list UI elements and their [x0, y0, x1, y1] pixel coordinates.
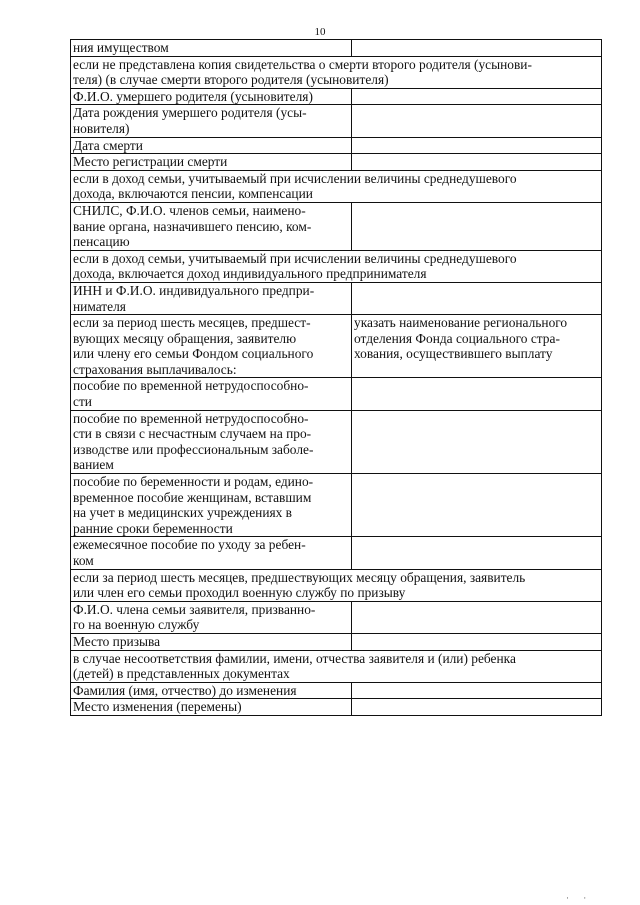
table-row [71, 410, 602, 473]
section-condition: если в доход семьи, учитываемый при исчислении величины среднедушевого дохода, включается доход индивидуального предпринимателя [71, 250, 602, 282]
scan-marks: · · [566, 893, 593, 903]
field-label: ния имуществом [71, 40, 352, 57]
field-label: Ф.И.О. умершего родителя (усыновителя) [71, 88, 352, 105]
field-value-cell[interactable] [352, 633, 602, 650]
field-label: Дата смерти [71, 137, 352, 154]
field-instruction: указать наименование регионального отделения Фонда социального стра- хования, осуществившего выплату [352, 315, 602, 378]
field-value-cell[interactable] [352, 154, 602, 171]
field-value-cell[interactable] [352, 682, 602, 699]
field-label: Фамилия (имя, отчество) до изменения [71, 682, 352, 699]
table-row [71, 699, 602, 716]
field-value-cell[interactable] [352, 40, 602, 57]
field-label: пособие по беременности и родам, едино- временное пособие женщинам, вставшим на учет в медицинских учреждениях в ранние сроки беременности [71, 474, 352, 537]
section-row [71, 250, 602, 282]
field-label: СНИЛС, Ф.И.О. членов семьи, наимено- вание органа, назначившего пенсию, ком- пенсацию [71, 202, 352, 250]
field-value-cell[interactable] [352, 202, 602, 250]
page-number: 10 [314, 26, 326, 38]
table-row [71, 137, 602, 154]
field-label: Ф.И.О. члена семьи заявителя, призванно- го на военную службу [71, 601, 352, 633]
section-row [71, 56, 602, 88]
field-label: если за период шесть месяцев, предшест- вующих месяцу обращения, заявителю или члену его семьи Фондом социального страхования выплачивалось: [71, 315, 352, 378]
field-value-cell[interactable] [352, 699, 602, 716]
section-condition: если не представлена копия свидетельства о смерти второго родителя (усынови- теля) (в случае смерти второго родителя (усыновителя) [71, 56, 602, 88]
form-table-body [71, 40, 602, 716]
table-row [71, 474, 602, 537]
table-row [71, 682, 602, 699]
field-value-cell[interactable] [352, 282, 602, 314]
field-label: Дата рождения умершего родителя (усы- новителя) [71, 105, 352, 137]
section-condition: если в доход семьи, учитываемый при исчислении величины среднедушевого дохода, включаются пенсии, компенсации [71, 170, 602, 202]
table-row [71, 282, 602, 314]
field-value-cell[interactable] [352, 537, 602, 569]
field-label: Место изменения (перемены) [71, 699, 352, 716]
field-label: Место призыва [71, 633, 352, 650]
field-label: пособие по временной нетрудоспособно- сти в связи с несчастным случаем на про- изводстве или профессиональным заболе- ванием [71, 410, 352, 473]
field-value-cell[interactable] [352, 601, 602, 633]
table-row [71, 202, 602, 250]
table-row [71, 105, 602, 137]
field-label: пособие по временной нетрудоспособно- сти [71, 378, 352, 410]
table-row [71, 537, 602, 569]
section-condition: в случае несоответствия фамилии, имени, отчества заявителя и (или) ребенка (детей) в представленных документах [71, 650, 602, 682]
field-value-cell[interactable] [352, 378, 602, 410]
field-value-cell[interactable] [352, 410, 602, 473]
form-table [70, 39, 602, 716]
field-value-cell[interactable] [352, 474, 602, 537]
section-row [71, 569, 602, 601]
section-condition: если за период шесть месяцев, предшествующих месяцу обращения, заявитель или член его семьи проходил военную службу по призыву [71, 569, 602, 601]
field-value-cell[interactable] [352, 88, 602, 105]
field-label: Место регистрации смерти [71, 154, 352, 171]
table-row [71, 154, 602, 171]
section-row [71, 650, 602, 682]
field-value-cell[interactable] [352, 137, 602, 154]
table-row [71, 378, 602, 410]
section-row [71, 170, 602, 202]
table-row [71, 315, 602, 378]
table-row [71, 40, 602, 57]
field-value-cell[interactable] [352, 105, 602, 137]
table-row [71, 601, 602, 633]
field-label: ИНН и Ф.И.О. индивидуального предпри- нимателя [71, 282, 352, 314]
table-row [71, 88, 602, 105]
field-label: ежемесячное пособие по уходу за ребен- ком [71, 537, 352, 569]
table-row [71, 633, 602, 650]
